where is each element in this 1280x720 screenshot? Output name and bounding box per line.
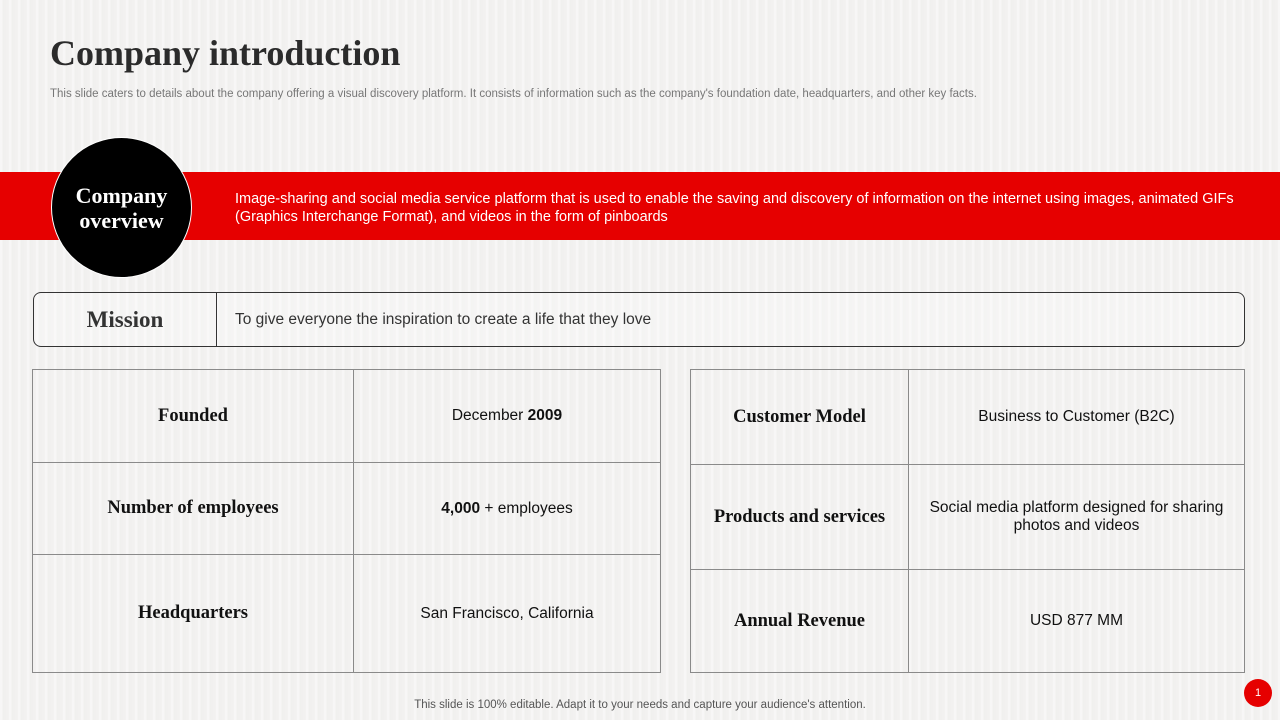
overview-circle — [51, 137, 192, 278]
mission-box — [33, 292, 1245, 347]
company-facts-table — [32, 369, 661, 673]
mission-label: Mission — [34, 293, 217, 346]
table-row — [691, 370, 1245, 465]
employees-suffix: + employees — [480, 499, 573, 517]
headquarters-value: San Francisco, California — [354, 555, 661, 673]
employees-label: Number of employees — [33, 463, 354, 555]
table-row — [691, 570, 1245, 673]
mission-text: To give everyone the inspiration to create a life that they love — [235, 310, 652, 328]
page-title: Company introduction — [50, 33, 401, 73]
headquarters-label: Headquarters — [33, 555, 354, 673]
founded-month: December — [451, 407, 528, 424]
founded-label: Founded — [33, 370, 354, 463]
overview-text: Image-sharing and social media service platform that is used to enable the saving and discovery of information on the internet using images, animated GIFs (Graphics Interchange Format), and videos in the form of pinboards — [235, 191, 1234, 225]
products-value: Social media platform designed for sharing photos and videos — [909, 465, 1245, 570]
products-label: Products and services — [691, 465, 909, 570]
business-facts-table — [690, 369, 1245, 673]
revenue-label: Annual Revenue — [691, 570, 909, 673]
footer-note: This slide is 100% editable. Adapt it to your needs and capture your audience's attention. — [414, 699, 866, 711]
table-row — [691, 465, 1245, 570]
table-row — [33, 370, 661, 463]
founded-value — [354, 370, 661, 463]
customer-model-label: Customer Model — [691, 370, 909, 465]
founded-year: 2009 — [527, 407, 563, 424]
table-row — [33, 463, 661, 555]
customer-model-value: Business to Customer (B2C) — [909, 370, 1245, 465]
revenue-value: USD 877 MM — [909, 570, 1245, 673]
page-subtitle: This slide caters to details about the company offering a visual discovery platform. It consists of information such as the company's foundation date, headquarters, and other key facts. — [50, 88, 977, 100]
employees-value — [354, 463, 661, 555]
table-row — [33, 555, 661, 673]
overview-label: Company overview — [75, 182, 168, 233]
employees-count: 4,000 — [441, 499, 481, 517]
page-number-badge: 1 — [1244, 679, 1272, 707]
